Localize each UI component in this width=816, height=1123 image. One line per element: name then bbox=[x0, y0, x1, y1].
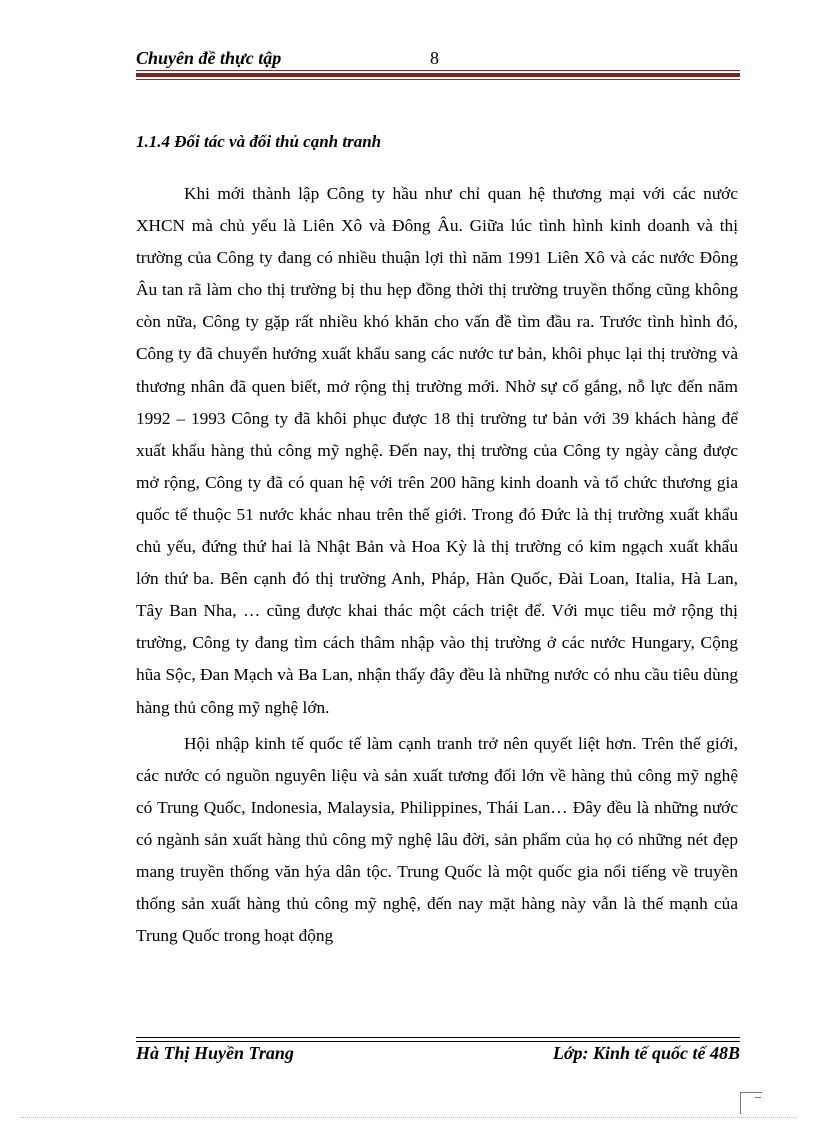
paragraph: Khi mới thành lập Công ty hầu như chỉ quan hệ thương mại với các nước XHCN mà chủ yếu là Liên Xô và Đông Âu. Giữa lúc tình hình kinh doanh và thị trường của Công ty đang có nhiều thuận lợi thì năm 1991 Liên Xô và các nước Đông Âu tan rã làm cho thị trường bị thu hẹp đồng thời thị trường truyền thống cũng không còn nữa, Công ty gặp rất nhiều khó khăn cho vấn đề tìm đầu ra. Trước tình hình đó, Công ty đã chuyển hướng xuất khẩu sang các nước tư bản, khôi phục lại thị trường và thương nhân đã quen biết, mở rộng thị trường mới. Nhờ sự cố gắng, nỗ lực đến năm 1992 – 1993 Công ty đã khôi phục được 18 thị trường tư bản với 39 khách hàng để xuất khẩu hàng thủ công mỹ nghệ. Đến nay, thị trường của Công ty ngày càng được mở rộng, Công ty đã có quan hệ với trên 200 hãng kinh doanh và tổ chức thương gia quốc tế thuộc 51 nước khác nhau trên thế giới. Trong đó Đức là thị trường xuất khẩu chủ yếu, đứng thứ hai là Nhật Bản và Hoa Kỳ là thị trường có kim ngạch xuất khẩu lớn thứ ba. Bên cạnh đó thị trường Anh, Pháp, Hàn Quốc, Đài Loan, Italia, Hà Lan, Tây Ban Nha, … cũng được khai thác một cách triệt để. Với mục tiêu mở rộng thị trường, Công ty đang tìm cách thâm nhập vào thị trường ở các nước Hungary, Cộng hũa Sộc, Đan Mạch và Ba Lan, nhận thấy đây đều là những nước có nhu cầu tiêu dùng hàng thủ công mỹ nghệ lớn. bbox=[136, 184, 738, 717]
page-edge bbox=[20, 1117, 796, 1118]
crop-mark bbox=[740, 1092, 762, 1093]
body-text bbox=[136, 178, 738, 956]
paragraph: Hội nhập kinh tế quốc tế làm cạnh tranh trở nên quyết liệt hơn. Trên thế giới, các nước có nguồn nguyên liệu và sản xuất tương đối lớn về hàng thủ công mỹ nghệ có Trung Quốc, Indonesia, Malaysia, Philippines, Thái Lan… Đây đều là những nước có ngành sản xuất hàng thủ công mỹ nghệ lâu đời, sản phẩm của họ có những nét đẹp mang truyền thống văn hýa dân tộc. Trung Quốc là một quốc gia nổi tiếng về truyền thống sản xuất hàng thủ công mỹ nghệ, đến nay mặt hàng này vẫn là thế mạnh của Trung Quốc trong hoạt động bbox=[136, 733, 738, 946]
footer-class: Lớp: Kinh tế quốc tế 48B bbox=[552, 1043, 740, 1063]
header-rule-thin-lower bbox=[136, 79, 740, 80]
header-rule-thick bbox=[136, 73, 740, 77]
footer-rule bbox=[136, 1037, 740, 1038]
crop-mark-short bbox=[755, 1097, 761, 1098]
header-title: Chuyên đề thực tập bbox=[136, 48, 282, 68]
footer-rule-lower bbox=[136, 1041, 740, 1042]
page-number: 8 bbox=[430, 48, 439, 68]
crop-mark-vertical bbox=[740, 1092, 741, 1114]
section-heading: 1.1.4 Đối tác và đối thủ cạnh tranh bbox=[136, 132, 382, 151]
page-header bbox=[136, 46, 740, 70]
header-rule-thin bbox=[136, 70, 740, 71]
footer-author: Hà Thị Huyền Trang bbox=[136, 1043, 294, 1063]
